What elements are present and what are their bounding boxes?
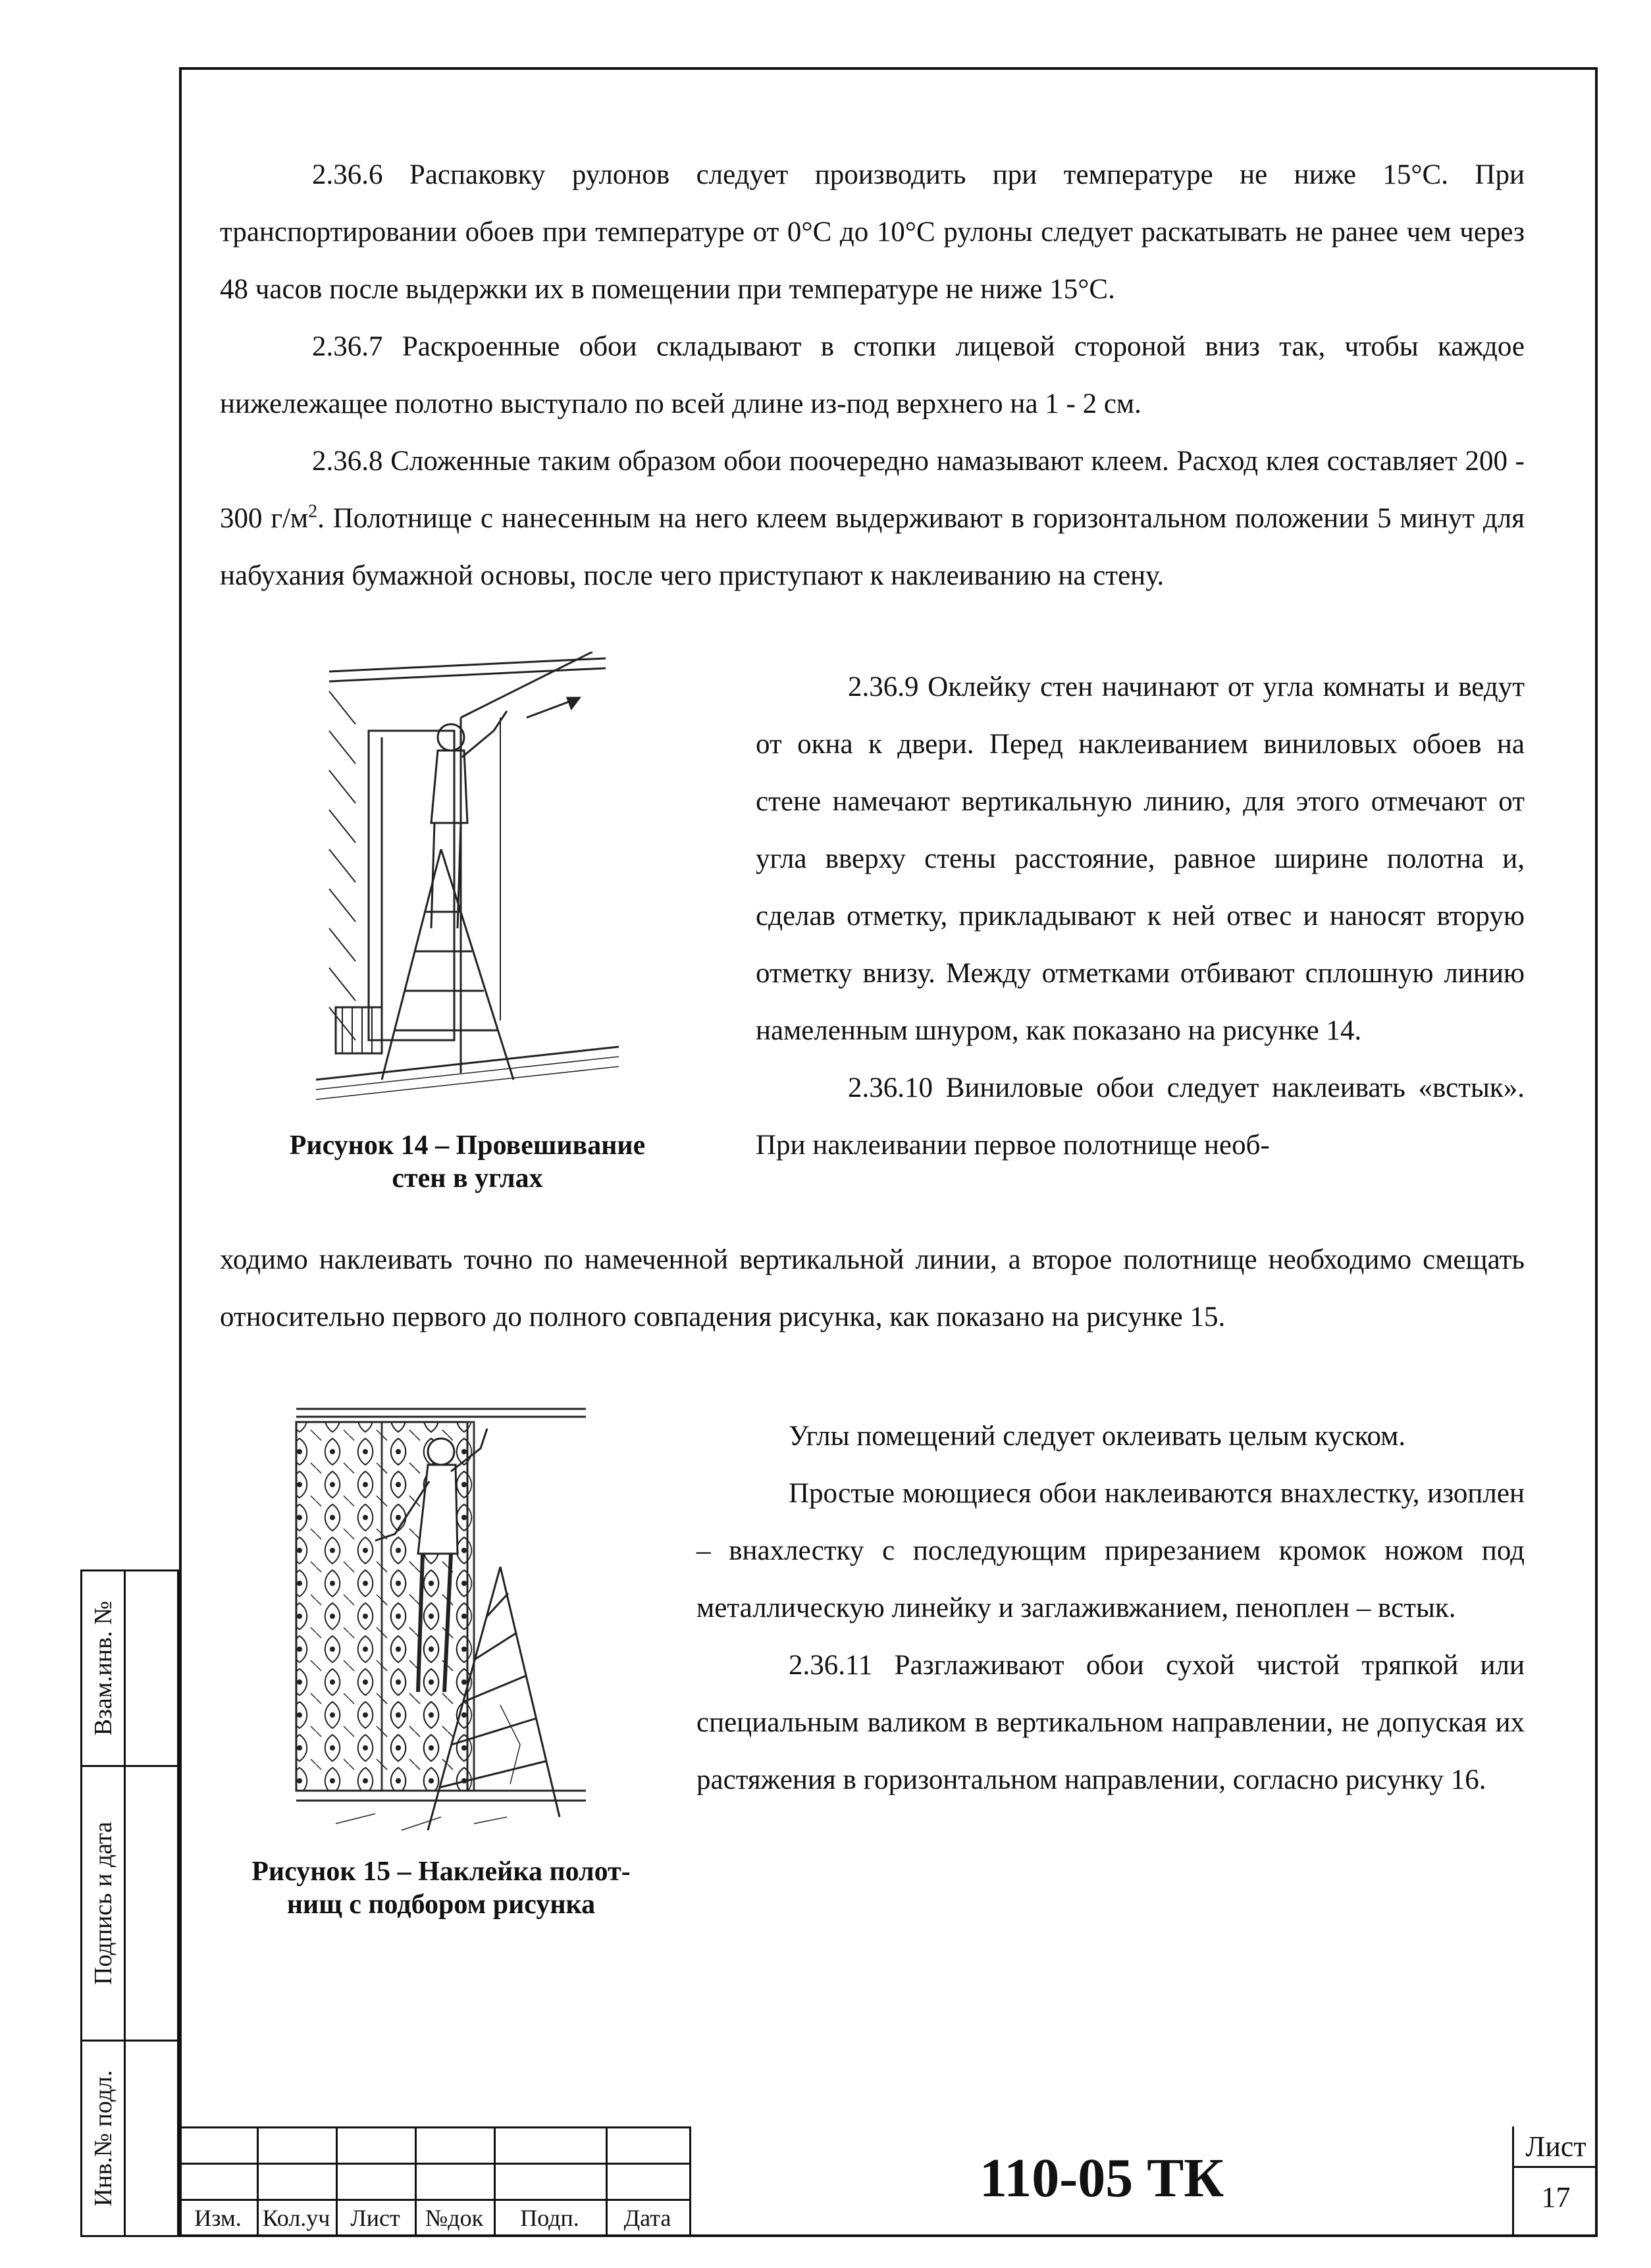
paragraph-2-36-10-start: 2.36.10 Виниловые обои следует наклеивать «встык». При наклеивании первое полотнище необ- — [756, 1072, 1525, 1161]
tb-n-dok: №док — [425, 2205, 484, 2231]
paragraph-2-36-7: 2.36.7 Раскроенные обои складывают в стопки лицевой стороной вниз так, чтобы каждое нижележащее полотно выступало по всей длине из-под верхнего на 1 - 2 см. — [220, 331, 1525, 419]
figure-15-caption-line2: нищ с подбором рисунка — [286, 1889, 596, 1920]
figure-14-caption-line1: Рисунок 14 – Провешивание — [289, 1130, 646, 1161]
side-cell-vzam — [80, 1569, 179, 1767]
text-block-fig15 — [696, 1408, 1525, 1808]
paragraph-corners: Углы помещений следует оклеивать целым куском. — [789, 1421, 1406, 1452]
text-block-top — [220, 146, 1525, 604]
paragraph-2-36-11: 2.36.11 Разглаживают обои сухой чистой тряпкой или специальным валиком в вертикальном направлении, не допуская их растяжения в горизонтальном направлении, согласно рисунку 16. — [696, 1650, 1525, 1795]
paragraph-2-36-10-cont: ходимо наклеивать точно по намеченной вертикальной линии, а второе полотнище необходимо смещать относительно первого до полного совпадения рисунка, как показано на рисунке 15. — [220, 1244, 1525, 1332]
side-label-vzam — [82, 1571, 126, 1765]
side-text-inv: Инв.№ подл. — [89, 2070, 117, 2207]
figure-14-caption — [237, 1129, 698, 1195]
side-text-vzam: Взам.инв. № — [89, 1600, 117, 1736]
tb-izm: Изм. — [194, 2205, 242, 2231]
text-block-middle — [220, 1231, 1525, 1346]
side-cell-inv — [80, 2040, 179, 2237]
figure-14-illustration — [290, 652, 632, 1106]
sheet-number: 17 — [1541, 2181, 1571, 2213]
figure-15-illustration — [283, 1402, 599, 1837]
paragraph-washable: Простые моющиеся обои наклеиваются внахлестку, изоплен – внахлестку с последующим прирезанием кромок ножом под металлическую линейку и заглаживжанием, пеноплен – встык. — [696, 1478, 1525, 1623]
paragraph-2-36-6: 2.36.6 Распаковку рулонов следует производить при температуре не ниже 15°С. При транспортировании обоев при температуре от 0°С до 10°С рулоны следует раскатывать не ранее чем через 48 часов после выдержки их в помещении при температуре не ниже 15°С. — [220, 159, 1525, 305]
side-text-podpis: Подпись и дата — [89, 1821, 117, 1986]
tb-list: Лист — [350, 2205, 400, 2231]
side-label-podpis — [82, 1767, 126, 2040]
paragraph-2-36-8: 2.36.8 Сложенные таким образом обои поочередно намазывают клеем. Расход клея составляет 200 - 300 $г/м^2$. Полотнище с нанесенным на него клеем выдерживают в горизонтальном положении 5 минут для набухания бумажной основы, после чего приступают к наклеиванию на стену. — [220, 446, 1525, 591]
side-label-inv — [82, 2042, 126, 2235]
side-stamp — [80, 1569, 179, 2237]
figure-15-caption-line1: Рисунок 15 – Наклейка полот- — [251, 1857, 631, 1887]
text-block-fig14 — [756, 658, 1525, 1174]
figure-14-caption-line2: стен в углах — [392, 1163, 543, 1194]
paragraph-2-36-9: 2.36.9 Оклейку стен начинают от угла комнаты и ведут от окна к двери. Перед наклеиванием виниловых обоев на стене намечают вертикальную линию, для этого отмечают от угла вверху стены расстояние, равное ширине полотна и, сделав отметку, прикладывают к ней отвес и наносят вторую отметку внизу. Между отметками отбивают сплошную линию намеленным шнуром, как показано на рисунке 14. — [756, 672, 1525, 1046]
tb-data: Дата — [623, 2205, 671, 2231]
side-cell-podpis — [80, 1765, 179, 2042]
sheet-label: Лист — [1525, 2130, 1586, 2163]
tb-podp: Подп. — [520, 2205, 579, 2231]
title-block — [179, 2126, 1598, 2237]
tb-kol-uch: Кол.уч — [262, 2205, 330, 2231]
document-code: 110-05 ТК — [979, 2148, 1224, 2209]
figure-15-caption — [211, 1855, 671, 1921]
